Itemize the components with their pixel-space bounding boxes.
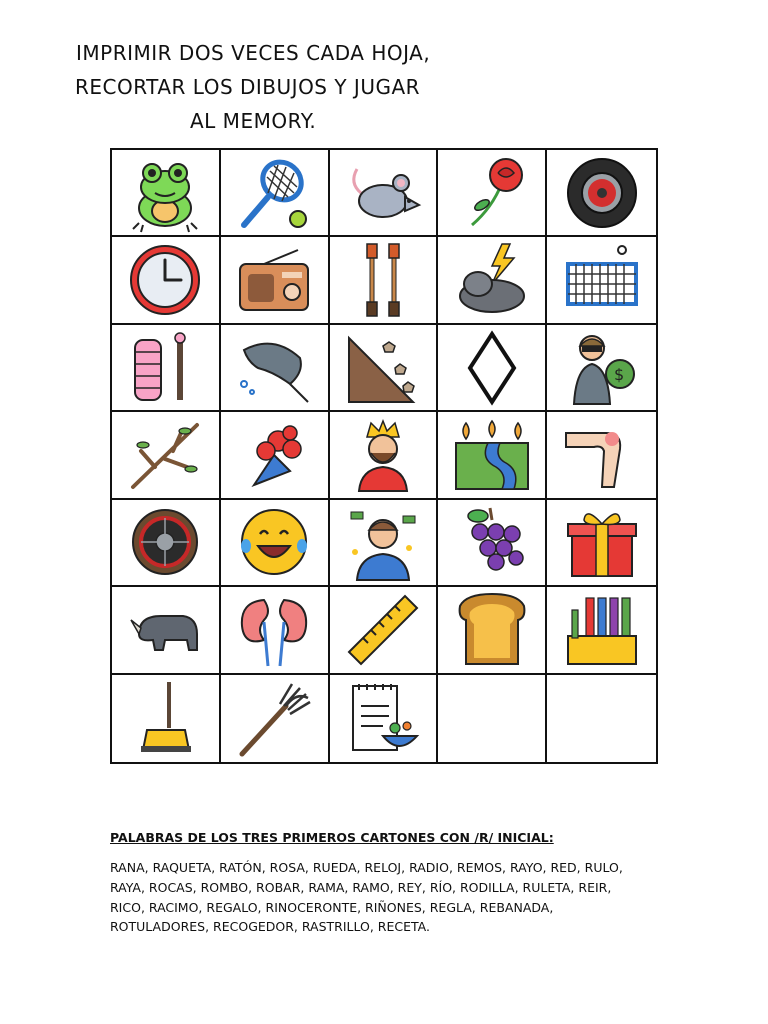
frog-icon	[125, 153, 205, 233]
card-bouquet	[221, 412, 330, 499]
words-line-3: RICO, RACIMO, REGALO, RINOCERONTE, RIÑONES, REGLA, REBANADA,	[110, 899, 554, 915]
card-knee	[547, 412, 656, 499]
rhino-icon	[125, 590, 205, 670]
card-recipe	[330, 675, 439, 762]
card-rich-man	[330, 500, 439, 587]
card-oars	[330, 237, 439, 324]
card-rose	[438, 150, 547, 237]
card-tennis-racket	[221, 150, 330, 237]
radio-icon	[234, 240, 314, 320]
words-list	[110, 858, 670, 937]
card-laughing	[221, 500, 330, 587]
words-line-2: RAYA, ROCAS, ROMBO, ROBAR, RAMA, RAMO, REY, RÍO, RODILLA, RULETA, REIR,	[110, 879, 612, 895]
card-mouse	[330, 150, 439, 237]
recipe-icon	[343, 678, 423, 758]
card-net	[547, 237, 656, 324]
rich-man-icon	[343, 502, 423, 582]
card-markers	[547, 587, 656, 674]
rhombus-icon	[452, 328, 532, 408]
card-curler	[112, 325, 221, 412]
hair-curler-icon	[125, 328, 205, 408]
grapes-icon	[452, 502, 532, 582]
card-stingray	[221, 325, 330, 412]
rake-icon	[234, 678, 314, 758]
card-gift	[547, 500, 656, 587]
knee-icon	[562, 415, 642, 495]
title-line-2: RECORTAR LOS DIBUJOS Y JUGAR	[75, 75, 421, 99]
thief-icon	[562, 328, 642, 408]
king-icon	[343, 415, 423, 495]
card-empty-1	[438, 675, 547, 762]
svg-text:$: $	[613, 364, 624, 384]
clock-icon	[125, 240, 205, 320]
card-kidneys	[221, 587, 330, 674]
rocks-icon	[343, 328, 423, 408]
card-radio	[221, 237, 330, 324]
card-river	[438, 412, 547, 499]
card-rake	[221, 675, 330, 762]
river-icon	[452, 415, 532, 495]
card-rhombus	[438, 325, 547, 412]
card-ruler	[330, 587, 439, 674]
card-storm	[438, 237, 547, 324]
bouquet-icon	[234, 415, 314, 495]
card-grapes	[438, 500, 547, 587]
bread-slice-icon	[452, 590, 532, 670]
card-bread	[438, 587, 547, 674]
title-line-3: AL MEMORY.	[190, 109, 317, 133]
card-rhino	[112, 587, 221, 674]
words-line-4: ROTULADORES, RECOGEDOR, RASTRILLO, RECETA.	[110, 919, 430, 935]
card-thief	[547, 325, 656, 412]
oars-icon	[343, 240, 423, 320]
memory-card-grid	[110, 148, 658, 764]
words-line-1: RANA, RAQUETA, RATÓN, ROSA, RUEDA, RELOJ, RADIO, REMOS, RAYO, RED, RULO,	[110, 860, 623, 875]
instructions-title	[60, 36, 460, 138]
words-heading: PALABRAS DE LOS TRES PRIMEROS CARTONES CON /R/ INICIAL:	[110, 830, 554, 845]
card-tire	[547, 150, 656, 237]
tennis-racket-icon	[234, 153, 314, 233]
card-rocks	[330, 325, 439, 412]
card-empty-2	[547, 675, 656, 762]
mouse-icon	[343, 153, 423, 233]
markers-icon	[562, 590, 642, 670]
title-line-1: IMPRIMIR DOS VECES CADA HOJA,	[76, 41, 431, 65]
card-dustpan	[112, 675, 221, 762]
rose-icon	[452, 153, 532, 233]
storm-cloud-icon	[452, 240, 532, 320]
branch-icon	[125, 415, 205, 495]
card-branch	[112, 412, 221, 499]
kidneys-icon	[234, 590, 314, 670]
gift-icon	[562, 502, 642, 582]
stingray-icon	[234, 328, 314, 408]
card-roulette	[112, 500, 221, 587]
card-king	[330, 412, 439, 499]
ruler-icon	[343, 590, 423, 670]
roulette-icon	[125, 502, 205, 582]
card-frog	[112, 150, 221, 237]
net-icon	[562, 240, 642, 320]
card-clock	[112, 237, 221, 324]
laughing-face-icon	[234, 502, 314, 582]
tire-icon	[562, 153, 642, 233]
dustpan-icon	[125, 678, 205, 758]
